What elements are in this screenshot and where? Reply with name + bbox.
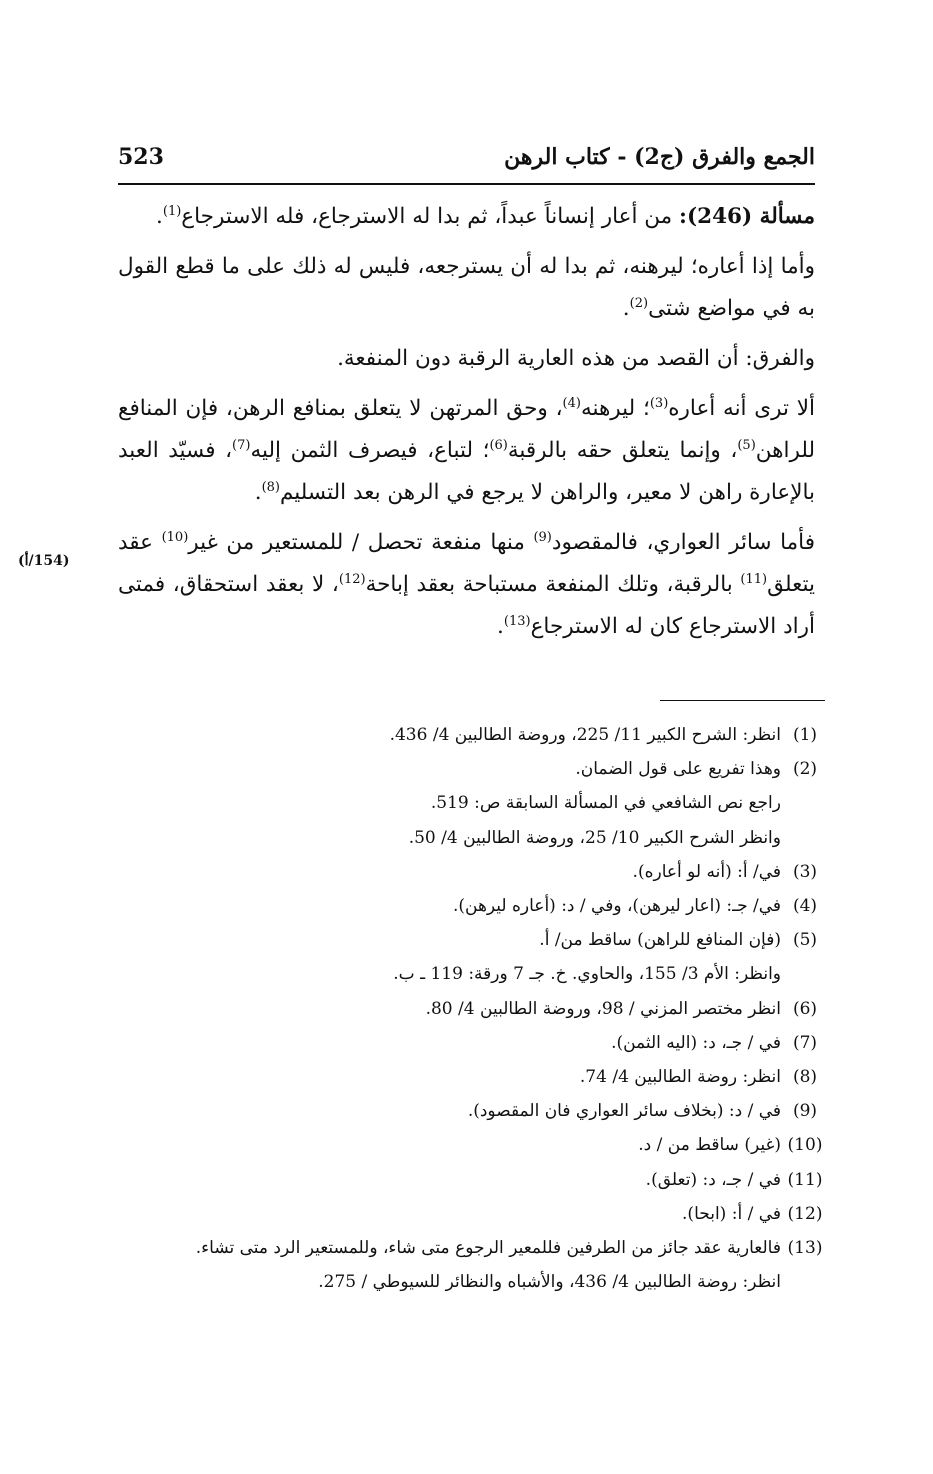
footnote-number: (11) xyxy=(787,1169,823,1190)
footnote-ref: (13) xyxy=(503,613,531,629)
footnote-number: (2) xyxy=(792,759,818,780)
footnote-number: (12) xyxy=(787,1203,823,1224)
footnote-number: (7) xyxy=(792,1032,818,1053)
text-run: ؛ لتباع، فيصرف الثمن إليه xyxy=(250,438,490,463)
footnote-line: في / أ: (ابحا). xyxy=(682,1203,781,1224)
paragraph-difference xyxy=(118,338,815,380)
footnote-line: راجع نص الشافعي في المسألة السابقة ص: 519. xyxy=(430,793,781,814)
footnote-ref: (7) xyxy=(232,437,251,453)
footnote-number: (10) xyxy=(787,1135,823,1156)
footnote-number: (13) xyxy=(787,1238,823,1259)
text-run: ، فسيّد العبد بالإعارة راهن لا معير، والراهن لا يرجع في الرهن بعد التسليم xyxy=(118,438,815,505)
footnote-5 xyxy=(100,923,829,991)
paragraph-end: . xyxy=(156,204,163,229)
footnote-line: انظر: روضة الطالبين 4/ 74. xyxy=(579,1067,781,1088)
text-run: ، وإنما يتعلق حقه بالرقبة xyxy=(507,438,738,463)
footnote-ref: (11) xyxy=(740,571,768,587)
footnotes xyxy=(100,718,829,1299)
footnote-8 xyxy=(100,1060,829,1094)
issue-label: مسألة (246): xyxy=(679,204,815,229)
paragraph-other-loans xyxy=(118,522,815,648)
footnote-separator xyxy=(660,700,825,701)
footnote-number: (4) xyxy=(792,896,818,917)
footnote-ref: (1) xyxy=(162,203,182,219)
footnote-ref: (9) xyxy=(533,529,552,545)
paragraph-end: . xyxy=(622,296,630,321)
footnote-line: (فإن المنافع للراهن) ساقط من/ أ. xyxy=(539,930,781,951)
footnote-1 xyxy=(100,718,829,752)
footnote-number: (6) xyxy=(792,998,818,1019)
footnote-number: (3) xyxy=(792,861,818,882)
footnote-ref: (4) xyxy=(562,395,581,411)
text-run: بالرقبة، وتلك المنفعة مستباحة بعقد إباحة xyxy=(365,572,741,597)
footnote-ref: (6) xyxy=(489,437,508,453)
footnote-number: (8) xyxy=(792,1067,818,1088)
footnote-7 xyxy=(100,1026,829,1060)
footnote-line: وهذا تفريع على قول الضمان. xyxy=(575,759,781,780)
text-run: ؛ ليرهنه xyxy=(580,396,650,421)
paragraph-explanation xyxy=(118,388,815,514)
footnote-number: (9) xyxy=(792,1101,818,1122)
footnote-ref: (5) xyxy=(737,437,756,453)
paragraph-text: من أعار إنساناً عبداً، ثم بدا له الاسترجاع، فله الاسترجاع xyxy=(181,204,680,229)
footnote-9 xyxy=(100,1094,829,1128)
paragraph-issue-246 xyxy=(118,196,815,238)
footnote-3 xyxy=(100,855,829,889)
footnote-line: انظر مختصر المزني / 98، وروضة الطالبين 4/ 80. xyxy=(425,998,781,1019)
footnote-line: (غير) ساقط من / د. xyxy=(638,1135,781,1156)
text-run: . xyxy=(497,614,504,639)
footnote-ref: (3) xyxy=(649,395,669,411)
text-run: منها منفعة تحصل / للمستعير من غير xyxy=(188,530,534,555)
footnote-12 xyxy=(100,1197,829,1231)
footnote-line: في/ جـ: (اعار ليرهن)، وفي / د: (أعاره ليرهن). xyxy=(452,896,781,917)
footnote-line: في / جـ، د: (اليه الثمن). xyxy=(611,1032,781,1053)
text-run: ألا ترى أنه أعاره xyxy=(668,396,815,421)
footnote-line: في/ أ: (أنه لو أعاره). xyxy=(632,861,781,882)
text-run: ، لا بعقد استحقاق، فمتى أراد الاسترجاع كان له الاسترجاع xyxy=(118,572,815,639)
footnote-10 xyxy=(100,1128,829,1162)
header-rule xyxy=(118,183,815,185)
footnote-number: (1) xyxy=(792,725,818,745)
page-number: 523 xyxy=(118,144,164,170)
text-run: عقد يتعلق xyxy=(118,530,816,597)
footnote-11 xyxy=(100,1163,829,1197)
footnote-line: انظر: الشرح الكبير 11/ 225، وروضة الطالبين 4/ 436. xyxy=(389,725,781,745)
footnote-line: في / جـ، د: (تعلق). xyxy=(645,1169,781,1190)
paragraph-text: والفرق: أن القصد من هذه العارية الرقبة دون المنفعة. xyxy=(337,346,815,371)
footnote-13 xyxy=(100,1231,829,1299)
footnote-number: (5) xyxy=(792,930,818,951)
paragraph-second xyxy=(118,246,815,330)
header-title: الجمع والفرق (ج2) - كتاب الرهن xyxy=(504,144,815,170)
running-header xyxy=(118,144,815,180)
footnote-ref: (8) xyxy=(261,479,280,495)
main-text xyxy=(118,196,815,656)
footnote-line: وانظر: الأم 3/ 155، والحاوي. خ. جـ 7 ورقة: 119 ـ ب. xyxy=(393,964,781,985)
paragraph-text: وأما إذا أعاره؛ ليرهنه، ثم بدا له أن يسترجعه، فليس له ذلك على ما قطع القول به في مواضع شتى xyxy=(118,254,815,321)
footnote-4 xyxy=(100,889,829,923)
footnote-line: فالعارية عقد جائز من الطرفين فللمعير الرجوع متى شاء، وللمستعير الرد متى تشاء. xyxy=(195,1238,781,1259)
text-run: . xyxy=(254,480,262,505)
footnote-line: وانظر الشرح الكبير 10/ 25، وروضة الطالبين 4/ 50. xyxy=(408,827,781,848)
footnote-2 xyxy=(100,752,829,855)
footnote-ref: (12) xyxy=(338,571,366,587)
manuscript-folio-marker: (154/أ) xyxy=(18,553,70,569)
text-run: فأما سائر العواري، فالمقصود xyxy=(551,530,816,555)
footnote-line: في / د: (بخلاف سائر العواري فان المقصود). xyxy=(467,1101,781,1122)
footnote-line: انظر: روضة الطالبين 4/ 436، والأشباه والنظائر للسيوطي / 275. xyxy=(318,1272,781,1293)
footnote-ref: (10) xyxy=(161,529,189,545)
footnote-ref: (2) xyxy=(629,295,649,311)
text-run: ، وحق المرتهن لا يتعلق بمنافع الرهن، فإن المنافع للراهن xyxy=(118,396,815,463)
footnote-6 xyxy=(100,992,829,1026)
